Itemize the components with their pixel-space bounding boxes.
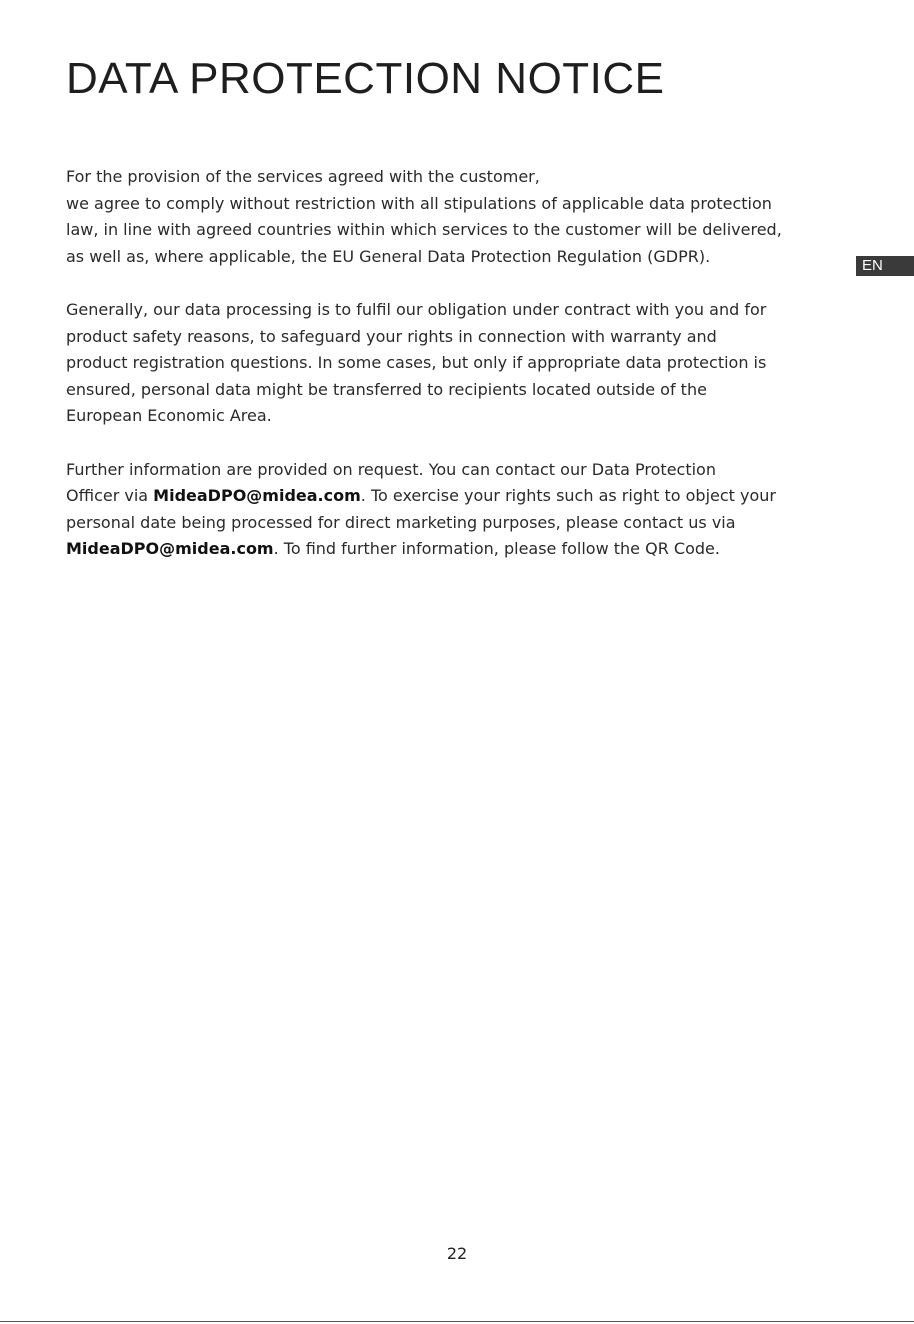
page-title: DATA PROTECTION NOTICE [66,54,665,103]
page-number: 22 [446,1244,468,1263]
notice-body [66,164,866,590]
bottom-divider [0,1321,914,1322]
text-line: European Economic Area. [66,406,272,426]
text-line [66,483,866,510]
text-segment: Officer via [66,486,154,506]
text-line: product safety reasons, to safeguard your rights in connection with warranty and [66,326,717,346]
text-line [66,536,866,563]
language-tab: EN [856,256,914,276]
text-line: we agree to comply without restriction with all stipulations of applicable data protection [66,193,772,213]
text-line: personal date being processed for direct marketing purposes, please contact us via [66,512,736,532]
paragraph-contact [66,457,866,563]
text-line: For the provision of the services agreed with the customer, [66,167,540,186]
text-line: law, in line with agreed countries within which services to the customer will be delivered, [66,220,782,240]
paragraph-services [66,164,866,270]
text-line: Generally, our data processing is to fulfil our obligation under contract with you and for [66,299,767,319]
paragraph-processing [66,297,866,430]
text-line: as well as, where applicable, the EU General Data Protection Regulation (GDPR). [66,246,711,266]
text-segment: . To exercise your rights such as right to object your [360,486,776,506]
dpo-email-link[interactable]: MideaDPO@midea.com [153,486,361,506]
text-line: ensured, personal data might be transferred to recipients located outside of the [66,379,707,399]
text-segment: . To find further information, please follow the QR Code. [273,539,720,559]
text-line: product registration questions. In some cases, but only if appropriate data protection is [66,353,767,373]
text-line: Further information are provided on request. You can contact our Data Protection [66,459,716,479]
dpo-email-link[interactable]: MideaDPO@midea.com [66,539,274,559]
